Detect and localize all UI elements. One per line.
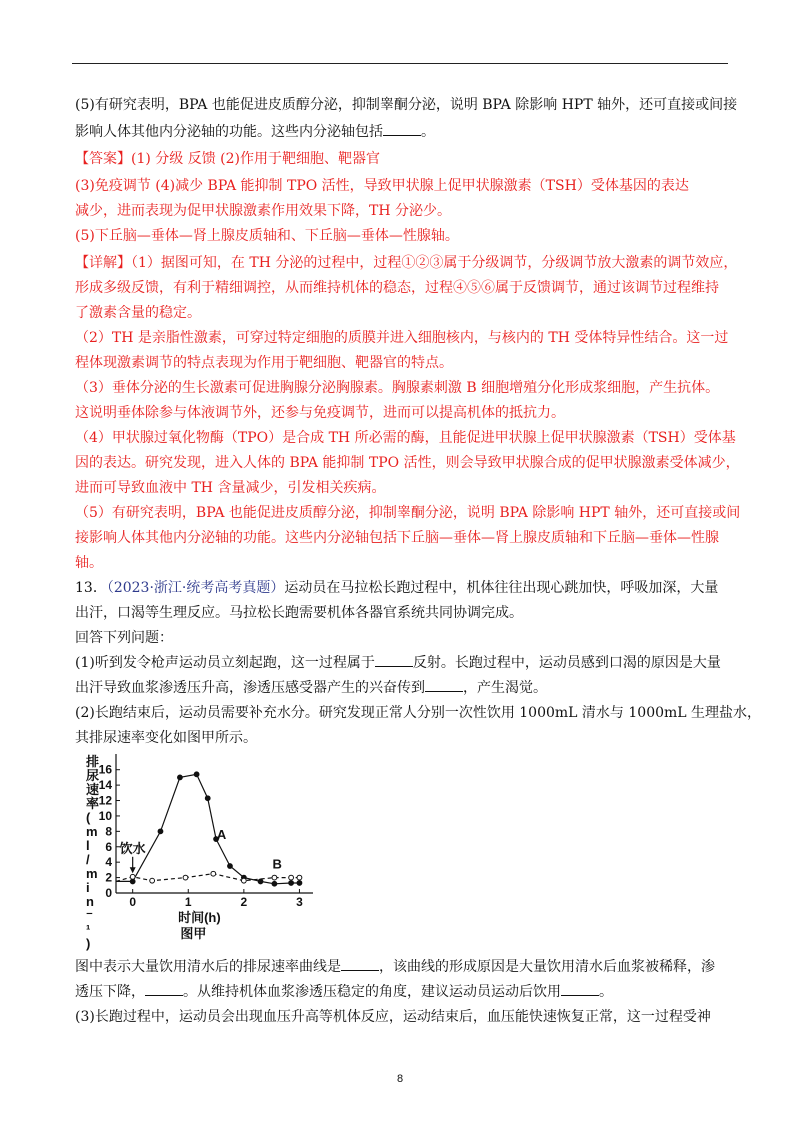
x-axis-label: 时间(h)	[178, 910, 221, 925]
explanation-line: 这说明垂体除参与体液调节外，还参与免疫调节，进而可以提高机体的抵抗力。	[75, 405, 565, 421]
data-point-B	[241, 878, 246, 883]
explanation-line: （3）垂体分泌的生长激素可促进胸腺分泌胸腺素。胸腺素刺激 B 细胞增殖分化形成浆细胞，产生抗体。	[75, 380, 720, 396]
explanation-line: （5）有研究表明，BPA 也能促进皮质醇分泌，抑制睾酮分泌，说明 BPA 除影响 HPT 轴外，还可直接或间	[75, 505, 741, 521]
explanation-line: （4）甲状腺过氧化物酶（TPO）是合成 TH 所必需的酶，且能促进甲状腺上促甲状腺激素（TSH）受体基	[75, 430, 736, 446]
y-tick-label: 12	[98, 793, 112, 808]
explanation-line: （2）TH 是亲脂性激素，可穿过特定细胞的质膜并进入细胞核内，与核内的 TH 受体特异性结合。这一过	[75, 330, 729, 346]
data-point-B	[130, 874, 135, 879]
data-point-A	[194, 772, 199, 777]
data-point-A	[205, 796, 210, 801]
question-13-header: 13．（2023·浙江·统考高考真题）运动员在马拉松长跑过程中，机体往往出现心跳加快，呼吸加深，大量	[75, 580, 719, 596]
data-point-A	[228, 864, 233, 869]
figure-caption: 图甲	[180, 926, 207, 941]
explanation-line: 了激素含量的稳定。	[75, 305, 201, 321]
question-text: (1)听到发令枪声运动员立刻起跑，这一过程属于 反射。长跑过程中，运动员感到口渴的原因是大量	[75, 655, 721, 671]
x-tick-label: 0	[129, 895, 137, 909]
answer-line: 减少，进而表现为促甲状腺激素作用效果下降，TH 分泌少。	[75, 203, 451, 219]
y-tick-label: 0	[105, 886, 112, 900]
x-tick-label: 2	[240, 895, 248, 909]
data-point-B	[297, 875, 302, 880]
annotation-label: 饮水	[119, 840, 146, 856]
y-tick-label: 4	[105, 855, 112, 870]
series-label-B: B	[272, 856, 282, 872]
data-point-B	[211, 871, 216, 876]
data-point-B	[183, 875, 188, 880]
explanation-line: 进而可导致血液中 TH 含量减少，引发相关疾病。	[75, 480, 386, 496]
data-point-A	[272, 881, 277, 886]
question-text: (3)长跑过程中，运动员会出现血压升高等机体反应，运动结束后，血压能快速恢复正常，这一过程受神	[75, 1009, 711, 1025]
data-point-A	[258, 879, 263, 884]
answer-blank[interactable]	[561, 982, 599, 996]
question-source: （2023·浙江·统考高考真题）	[106, 580, 285, 596]
answer-blank[interactable]	[145, 982, 183, 996]
x-tick-label: 3	[296, 895, 303, 909]
question-text: (5)有研究表明，BPA 也能促进皮质醇分泌，抑制睾酮分泌，说明 BPA 除影响 HPT 轴外，还可直接或间接	[75, 97, 738, 113]
y-tick-label: 2	[105, 870, 112, 885]
explanation-line: 轴。	[75, 555, 103, 571]
y-axis-label: 排尿速率( m l / m i n ⁻ ¹ )	[86, 754, 100, 951]
question-text: 出汗，口渴等生理反应。马拉松长跑需要机体各器官系统共同协调完成。	[75, 605, 523, 621]
y-tick-label: 8	[105, 824, 112, 839]
answer-line: (5)下丘脑—垂体—肾上腺皮质轴和、下丘脑—垂体—性腺轴。	[75, 228, 459, 244]
explanation-line: 【详解】（1）据图可知，在 TH 分泌的过程中，过程①②③属于分级调节，分级调节放大激素的调节效应，	[75, 255, 738, 271]
explanation-line: 因的表达。研究发现，进入人体的 BPA 能抑制 TPO 活性，则会导致甲状腺合成的促甲状腺激素受体减少，	[75, 455, 740, 471]
explanation-line: 形成多级反馈，有利于精细调控，从而维持机体的稳态，过程④⑤⑥属于反馈调节，通过该调节过程维持	[75, 280, 719, 296]
answer-line: (3)免疫调节 (4)减少 BPA 能抑制 TPO 活性，导致甲状腺上促甲状腺激素（TSH）受体基因的表达	[75, 178, 689, 194]
data-point-A	[178, 775, 183, 780]
answer-blank[interactable]	[375, 653, 413, 667]
question-text: 其排尿速率变化如图甲所示。	[75, 730, 257, 746]
question-text: 回答下列问题：	[75, 630, 173, 646]
urination-rate-chart	[78, 752, 328, 951]
explanation-line: 接影响人体其他内分泌轴的功能。这些内分泌轴包括下丘脑—垂体—肾上腺皮质轴和下丘脑—垂体—性腺	[75, 530, 719, 546]
data-point-B	[272, 875, 277, 880]
data-point-A	[289, 881, 294, 886]
question-text: 透压下降， 。从维持机体血浆渗透压稳定的角度，建议运动员运动后饮用 。	[75, 984, 613, 1000]
data-point-A	[130, 879, 135, 884]
data-point-A	[158, 829, 163, 834]
question-text: 影响人体其他内分泌轴的功能。这些内分泌轴包括 。	[75, 124, 435, 140]
y-tick-label: 6	[105, 839, 112, 854]
y-tick-label: 16	[98, 762, 112, 777]
data-point-B	[289, 875, 294, 880]
header-rule	[72, 63, 728, 64]
annotation-arrow-head	[130, 867, 136, 873]
question-text: (2)长跑结束后，运动员需要补充水分。研究发现正常人分别一次性饮用 1000mL 清水与 1000mL 生理盐水，	[75, 705, 762, 721]
data-point-B	[150, 878, 155, 883]
x-tick-label: 1	[184, 895, 192, 909]
answer-line: 【答案】(1) 分级 反馈 (2)作用于靶细胞、靶器官	[75, 151, 381, 167]
page-number: 8	[396, 1073, 404, 1085]
question-text: 出汗导致血浆渗透压升高，渗透压感受器产生的兴奋传到 ，产生渴觉。	[75, 680, 547, 696]
answer-blank[interactable]	[383, 122, 421, 136]
explanation-line: 程体现激素调节的特点表现为作用于靶细胞、靶器官的特点。	[75, 355, 453, 371]
series-label-A: A	[216, 827, 227, 843]
y-tick-label: 10	[98, 808, 112, 823]
y-tick-label: 14	[98, 778, 112, 793]
data-point-A	[297, 881, 302, 886]
question-text: 图中表示大量饮用清水后的排尿速率曲线是 ，该曲线的形成原因是大量饮用清水后血浆被稀释，渗	[75, 959, 715, 975]
answer-blank[interactable]	[341, 957, 379, 971]
answer-blank[interactable]	[425, 678, 463, 692]
